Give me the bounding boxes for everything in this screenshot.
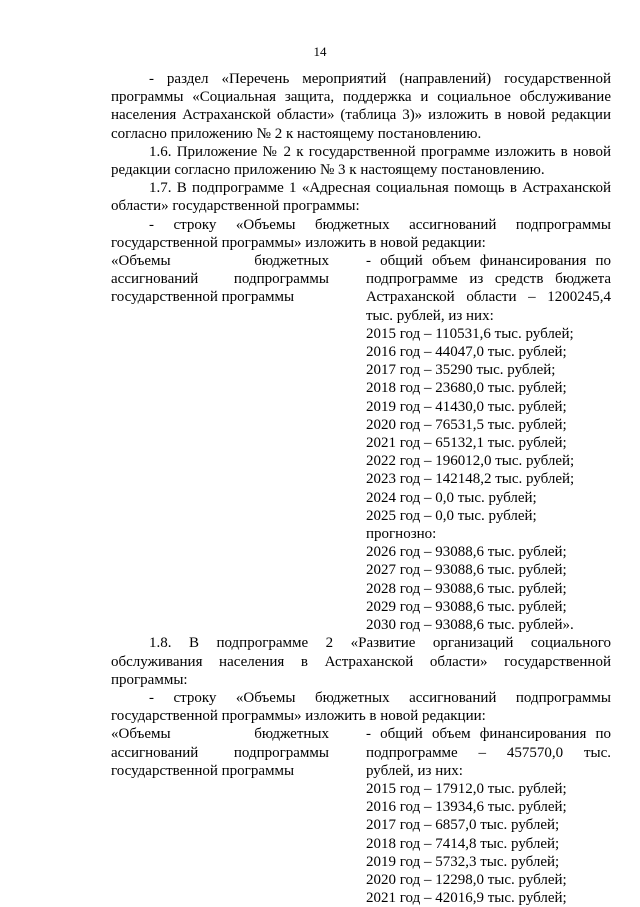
page-number: 14	[313, 44, 327, 59]
funding-table-subprogram-1	[111, 252, 611, 634]
funding-year-item: 2021 год – 42016,9 тыс. рублей;	[366, 890, 567, 907]
funding-year-item: 2017 год – 35290 тыс. рублей;	[366, 362, 556, 379]
funding-year-item: 2025 год – 0,0 тыс. рублей;	[366, 507, 537, 524]
funding-year-item: 2020 год – 76531,5 тыс. рублей;	[366, 416, 567, 433]
funding-year-item: 2016 год – 44047,0 тыс. рублей;	[366, 344, 567, 361]
funding-row-values	[366, 252, 611, 634]
funding-year-item: 2016 год – 13934,6 тыс. рублей;	[366, 799, 567, 816]
forecast-year-item: 2030 год – 93088,6 тыс. рублей».	[366, 617, 574, 634]
funding-year-item: 2022 год – 196012,0 тыс. рублей;	[366, 453, 575, 470]
funding-year-item: 2020 год – 12298,0 тыс. рублей;	[366, 871, 567, 888]
funding-year-list	[366, 780, 611, 907]
forecast-label: прогнозно:	[366, 526, 437, 543]
funding-table-subprogram-2	[111, 725, 611, 907]
funding-year-item: 2019 год – 41430,0 тыс. рублей;	[366, 398, 567, 415]
funding-year-item: 2015 год – 110531,6 тыс. рублей;	[366, 325, 574, 342]
funding-year-item: 2021 год – 65132,1 тыс. рублей;	[366, 435, 567, 452]
forecast-year-item: 2028 год – 93088,6 тыс. рублей;	[366, 580, 567, 597]
funding-row-label: «Объемы бюджетных ассигнований подпрограммы государственной программы	[111, 253, 329, 306]
funding-year-list	[366, 325, 611, 525]
funding-year-item: 2017 год – 6857,0 тыс. рублей;	[366, 817, 560, 834]
paragraph-1-8: 1.8. В подпрограмме 2 «Развитие организаций социального обслуживания населения в Астраханской области» государственной программы:	[111, 635, 611, 688]
forecast-year-item: 2026 год – 93088,6 тыс. рублей;	[366, 544, 567, 561]
paragraph-1-7: 1.7. В подпрограмме 1 «Адресная социальная помощь в Астраханской области» государственной программы:	[111, 180, 611, 215]
funding-total: - общий объем финансирования по подпрограмме – 457570,0 тыс. рублей, из них:	[366, 726, 611, 779]
funding-row-values	[366, 725, 611, 907]
funding-year-item: 2018 год – 23680,0 тыс. рублей;	[366, 380, 567, 397]
forecast-year-item: 2027 год – 93088,6 тыс. рублей;	[366, 562, 567, 579]
forecast-year-list	[366, 543, 611, 634]
funding-year-item: 2018 год – 7414,8 тыс. рублей;	[366, 835, 560, 852]
funding-year-item: 2019 год – 5732,3 тыс. рублей;	[366, 853, 560, 870]
funding-row-label: «Объемы бюджетных ассигнований подпрограммы государственной программы	[111, 726, 329, 779]
paragraph-1-6: 1.6. Приложение № 2 к государственной программе изложить в новой редакции согласно приложению № 3 к настоящему постановлению.	[111, 143, 611, 179]
funding-total: - общий объем финансирования по подпрограмме из средств бюджета Астраханской области – 1200245,4 тыс. рублей, из них:	[366, 253, 611, 324]
funding-year-item: 2015 год – 17912,0 тыс. рублей;	[366, 780, 567, 797]
funding-year-item: 2024 год – 0,0 тыс. рублей;	[366, 489, 537, 506]
funding-year-item: 2023 год – 142148,2 тыс. рублей;	[366, 471, 575, 488]
document-body	[111, 70, 611, 907]
paragraph-1-7-row: - строку «Объемы бюджетных ассигнований подпрограммы государственной программы» изложить в новой редакции:	[111, 216, 611, 251]
forecast-year-item: 2029 год – 93088,6 тыс. рублей;	[366, 598, 567, 615]
paragraph-section-list: - раздел «Перечень мероприятий (направлений) государственной программы «Социальная защита, поддержка и социальное обслуживание населения Астраханской области» (таблица 3)» изложить в новой редакции согласно приложению № 2 к настоящему постановлению.	[111, 71, 611, 142]
paragraph-1-8-row: - строку «Объемы бюджетных ассигнований подпрограммы государственной программы» изложить в новой редакции:	[111, 689, 611, 725]
